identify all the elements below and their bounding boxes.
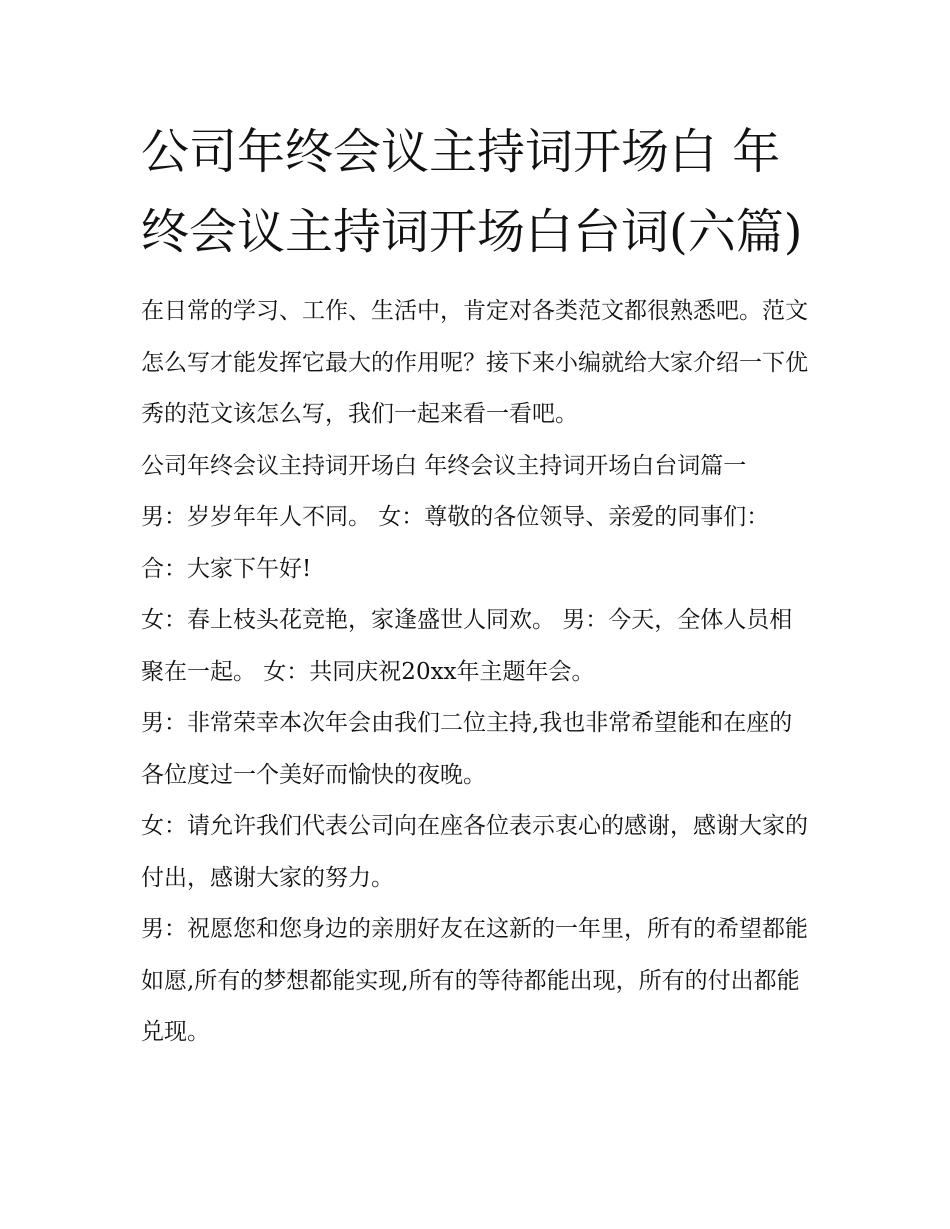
document-title: 公司年终会议主持词开场白 年终会议主持词开场白台词(六篇) [141,124,803,260]
intro-paragraph: 在日常的学习、工作、生活中，肯定对各类范文都很熟悉吧。范文怎么写才能发挥它最大的作用呢？接下来小编就给大家介绍一下优秀的范文该怎么写，我们一起来看一看吧。 [141,298,808,427]
section-heading: 公司年终会议主持词开场白 年终会议主持词开场白台词篇一 [141,452,747,479]
dialogue-paragraph: 男：祝愿您和您身边的亲朋好友在这新的一年里，所有的希望都能如愿,所有的梦想都能实现,所有的等待都能出现，所有的付出都能兑现。 [141,916,808,1045]
dialogue-paragraph: 女：春上枝头花竞艳，家逢盛世人同欢。 男：今天，全体人员相聚在一起。 女：共同庆祝20xx年主题年会。 [141,607,793,685]
dialogue-paragraph: 男：岁岁年年人不同。 女：尊敬的各位领导、亲爱的同事们： 合：大家下午好! [141,504,770,582]
dialogue-paragraph: 女：请允许我们代表公司向在座各位表示衷心的感谢，感谢大家的付出，感谢大家的努力。 [141,813,808,891]
document-page [141,112,813,1059]
dialogue-paragraph: 男：非常荣幸本次年会由我们二位主持,我也非常希望能和在座的各位度过一个美好而愉快的夜晚。 [141,710,793,788]
